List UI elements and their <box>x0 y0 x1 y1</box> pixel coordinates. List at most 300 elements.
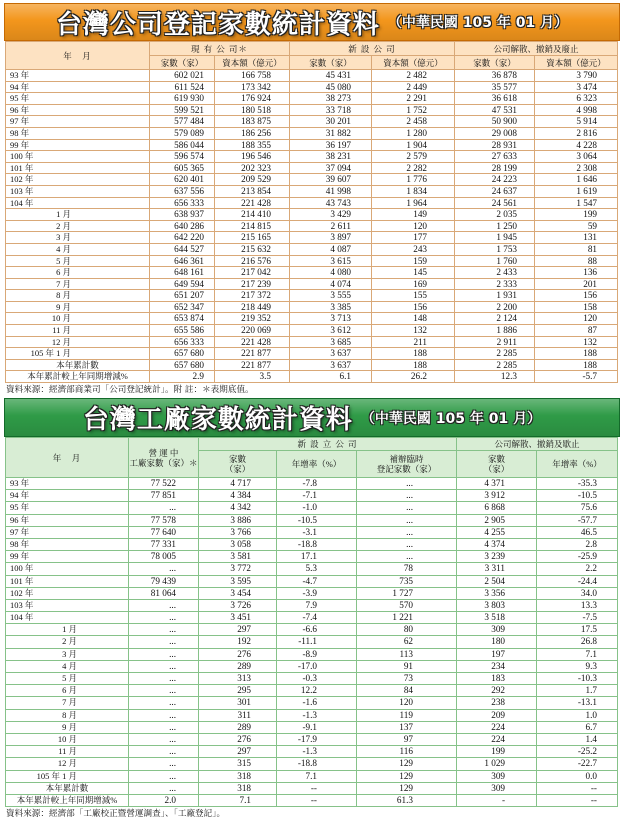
table-cell: 1 646 <box>535 174 618 186</box>
table-cell: 2 816 <box>535 128 618 140</box>
table-cell: 183 875 <box>215 116 290 128</box>
table-cell: -4.7 <box>277 576 357 588</box>
table-row <box>6 163 618 175</box>
row-label: 5 月 <box>6 256 150 268</box>
table-row <box>6 116 618 128</box>
row-label: 7 月 <box>6 279 150 291</box>
table-cell: -1.3 <box>277 710 357 722</box>
table-cell: 91 <box>357 661 457 673</box>
table-row <box>6 256 618 268</box>
table-cell: 177 <box>372 232 455 244</box>
row-label: 6 月 <box>6 685 129 697</box>
new-companies-header: 新 設 公 司 <box>290 42 455 56</box>
table-cell: 196 546 <box>215 151 290 163</box>
table-cell: -24.4 <box>537 576 618 588</box>
table-cell: 188 <box>535 360 618 372</box>
table-cell: 173 342 <box>215 82 290 94</box>
row-label: 本年累計較上年同期增減% <box>6 795 129 807</box>
capital-header: 資本額（億元） <box>372 56 455 70</box>
table-cell: 50 900 <box>455 116 535 128</box>
count-header: 家數（家） <box>150 56 215 70</box>
table-cell: 217 239 <box>215 279 290 291</box>
table-cell: 7.1 <box>199 795 277 807</box>
table-cell: 1 945 <box>455 232 535 244</box>
year-month-header: 年 月 <box>6 438 129 478</box>
table-cell: 24 561 <box>455 198 535 210</box>
table-cell: 579 089 <box>150 128 215 140</box>
table-cell: ... <box>357 502 457 514</box>
table-cell: 309 <box>457 783 537 795</box>
table-cell: 7.9 <box>277 600 357 612</box>
row-label: 101 年 <box>6 576 129 588</box>
table-cell: 61.3 <box>357 795 457 807</box>
table-cell: -25.2 <box>537 746 618 758</box>
row-label: 11 月 <box>6 746 129 758</box>
table-cell: 4 255 <box>457 527 537 539</box>
table-cell: 27 633 <box>455 151 535 163</box>
table-cell: 73 <box>357 673 457 685</box>
factory-table-period: （中華民國 105 年 01 月） <box>360 410 542 427</box>
table-cell: 1 834 <box>372 186 455 198</box>
count-header: 家數（家） <box>290 56 372 70</box>
table-cell: 2.2 <box>537 563 618 575</box>
company-stats-table <box>5 41 618 383</box>
table-cell: -10.3 <box>537 673 618 685</box>
row-label: 11 月 <box>6 325 150 337</box>
table-row <box>6 697 618 709</box>
table-cell: 637 556 <box>150 186 215 198</box>
table-row <box>6 600 618 612</box>
table-row <box>6 232 618 244</box>
table-cell: -17.0 <box>277 661 357 673</box>
company-title-band <box>4 3 620 41</box>
table-cell: 276 <box>199 734 277 746</box>
table-cell: -- <box>537 795 618 807</box>
table-row <box>6 576 618 588</box>
table-cell: 1 029 <box>457 758 537 770</box>
table-cell: 7.1 <box>277 771 357 783</box>
table-cell: 34.0 <box>537 588 618 600</box>
table-cell: 638 937 <box>150 209 215 221</box>
table-cell: 62 <box>357 636 457 648</box>
table-cell: 6 323 <box>535 93 618 105</box>
table-cell: 3 912 <box>457 490 537 502</box>
table-row <box>6 710 618 722</box>
capital-header: 資本額（億元） <box>535 56 618 70</box>
table-row <box>6 82 618 94</box>
table-row <box>6 313 618 325</box>
table-cell: 3 474 <box>535 82 618 94</box>
table-cell: 129 <box>357 783 457 795</box>
factory-stats-table <box>5 437 618 807</box>
row-label: 102 年 <box>6 174 150 186</box>
table-row <box>6 783 618 795</box>
row-label: 本年累計數 <box>6 783 129 795</box>
table-cell: 657 680 <box>150 348 215 360</box>
table-cell: 6.1 <box>290 371 372 383</box>
table-cell: 2 449 <box>372 82 455 94</box>
table-cell: 652 347 <box>150 302 215 314</box>
row-label: 9 月 <box>6 722 129 734</box>
table-cell: ... <box>129 746 199 758</box>
table-cell: ... <box>129 661 199 673</box>
row-label: 3 月 <box>6 649 129 661</box>
table-cell: 3 451 <box>199 612 277 624</box>
table-cell: 656 333 <box>150 198 215 210</box>
table-cell: -35.3 <box>537 478 618 490</box>
temporary-registration-header <box>357 451 457 478</box>
table-row <box>6 478 618 490</box>
row-label: 104 年 <box>6 612 129 624</box>
table-cell: ... <box>357 539 457 551</box>
table-cell: 596 574 <box>150 151 215 163</box>
table-row <box>6 661 618 673</box>
table-cell: 166 758 <box>215 70 290 82</box>
table-cell: -7.5 <box>537 612 618 624</box>
table-cell: 188 <box>372 348 455 360</box>
table-cell: -1.3 <box>277 746 357 758</box>
table-row <box>6 151 618 163</box>
table-cell: 3 454 <box>199 588 277 600</box>
row-label: 103 年 <box>6 600 129 612</box>
table-cell: 2 911 <box>455 337 535 349</box>
table-cell: 4 998 <box>535 105 618 117</box>
table-row <box>6 105 618 117</box>
table-row <box>6 198 618 210</box>
table-row <box>6 244 618 256</box>
table-cell: ... <box>357 527 457 539</box>
table-cell: -- <box>537 783 618 795</box>
table-cell: 192 <box>199 636 277 648</box>
operating-factories-header <box>129 438 199 478</box>
table-cell: ... <box>357 515 457 527</box>
table-row <box>6 279 618 291</box>
table-cell: 214 815 <box>215 221 290 233</box>
table-cell: 80 <box>357 624 457 636</box>
table-cell: 1 221 <box>357 612 457 624</box>
table-row <box>6 490 618 502</box>
table-cell: 59 <box>535 221 618 233</box>
row-label: 10 月 <box>6 734 129 746</box>
table-cell: 5 914 <box>535 116 618 128</box>
table-cell: 292 <box>457 685 537 697</box>
row-label: 93 年 <box>6 70 150 82</box>
table-cell: -- <box>277 783 357 795</box>
table-cell: 3.5 <box>215 371 290 383</box>
table-cell: 116 <box>357 746 457 758</box>
table-cell: 313 <box>199 673 277 685</box>
table-cell: 213 854 <box>215 186 290 198</box>
table-row <box>6 563 618 575</box>
table-cell: 5.3 <box>277 563 357 575</box>
table-cell: ... <box>129 673 199 685</box>
table-cell: ... <box>129 612 199 624</box>
table-row <box>6 267 618 279</box>
capital-header: 資本額（億元） <box>215 56 290 70</box>
table-cell: 234 <box>457 661 537 673</box>
table-cell: 220 069 <box>215 325 290 337</box>
table-cell: ... <box>129 502 199 514</box>
row-label: 98 年 <box>6 128 150 140</box>
table-cell: 221 428 <box>215 198 290 210</box>
table-cell: 2 200 <box>455 302 535 314</box>
table-cell: 31 882 <box>290 128 372 140</box>
table-cell: 318 <box>199 783 277 795</box>
table-cell: 41 998 <box>290 186 372 198</box>
table-cell: 30 201 <box>290 116 372 128</box>
table-cell: 315 <box>199 758 277 770</box>
table-cell: 297 <box>199 746 277 758</box>
row-label: 9 月 <box>6 302 150 314</box>
table-cell: 1.7 <box>537 685 618 697</box>
row-label: 1 月 <box>6 624 129 636</box>
table-cell: 156 <box>372 302 455 314</box>
table-cell: 209 529 <box>215 174 290 186</box>
table-cell: 26.2 <box>372 371 455 383</box>
header-line: 補辦臨時 <box>389 454 424 464</box>
table-cell: -9.1 <box>277 722 357 734</box>
table-cell: 38 273 <box>290 93 372 105</box>
table-cell: 3 803 <box>457 600 537 612</box>
table-cell: 1.0 <box>537 710 618 722</box>
table-row <box>6 502 618 514</box>
table-cell: 1 250 <box>455 221 535 233</box>
table-row <box>6 771 618 783</box>
row-label: 97 年 <box>6 116 150 128</box>
table-cell: 1 904 <box>372 140 455 152</box>
table-cell: 2.9 <box>150 371 215 383</box>
header-line: （家） <box>483 464 510 474</box>
table-cell: -8.9 <box>277 649 357 661</box>
table-cell: 2.0 <box>129 795 199 807</box>
table-cell: -57.7 <box>537 515 618 527</box>
table-row <box>6 221 618 233</box>
table-cell: -3.9 <box>277 588 357 600</box>
table-cell: 120 <box>372 221 455 233</box>
row-label: 12 月 <box>6 758 129 770</box>
table-cell: 9.3 <box>537 661 618 673</box>
table-cell: ... <box>357 478 457 490</box>
table-cell: 17.5 <box>537 624 618 636</box>
row-label: 105 年 1 月 <box>6 771 129 783</box>
table-cell: ... <box>129 636 199 648</box>
table-cell: 644 527 <box>150 244 215 256</box>
row-label: 104 年 <box>6 198 150 210</box>
table-cell: 3 772 <box>199 563 277 575</box>
table-cell: 1 727 <box>357 588 457 600</box>
table-cell: 13.3 <box>537 600 618 612</box>
table-cell: 297 <box>199 624 277 636</box>
table-cell: ... <box>129 734 199 746</box>
table-cell: 6 868 <box>457 502 537 514</box>
table-cell: 7.1 <box>537 649 618 661</box>
table-cell: 646 361 <box>150 256 215 268</box>
table-cell: 38 231 <box>290 151 372 163</box>
row-label: 102 年 <box>6 588 129 600</box>
growth-rate-header: 年增率（%） <box>537 451 618 478</box>
table-cell: -10.5 <box>537 490 618 502</box>
table-cell: 77 640 <box>129 527 199 539</box>
table-cell: 39 607 <box>290 174 372 186</box>
table-cell: 36 197 <box>290 140 372 152</box>
table-cell: 4 371 <box>457 478 537 490</box>
table-cell: 735 <box>357 576 457 588</box>
row-label: 12 月 <box>6 337 150 349</box>
table-cell: -18.8 <box>277 758 357 770</box>
row-label: 1 月 <box>6 209 150 221</box>
table-row <box>6 795 618 807</box>
table-cell: 33 718 <box>290 105 372 117</box>
table-cell: 180 518 <box>215 105 290 117</box>
row-label: 4 月 <box>6 661 129 673</box>
table-cell: 188 355 <box>215 140 290 152</box>
table-cell: 3 239 <box>457 551 537 563</box>
table-cell: 611 524 <box>150 82 215 94</box>
table-cell: 224 <box>457 734 537 746</box>
table-cell: 2 579 <box>372 151 455 163</box>
table-cell: 2 482 <box>372 70 455 82</box>
table-row <box>6 209 618 221</box>
table-row <box>6 337 618 349</box>
table-cell: ... <box>129 649 199 661</box>
factory-table-title: 台灣工廠家數統計資料 <box>82 405 353 435</box>
table-cell: 4 374 <box>457 539 537 551</box>
table-cell: 1 776 <box>372 174 455 186</box>
table-cell: 3 637 <box>290 360 372 372</box>
table-cell: 2.8 <box>537 539 618 551</box>
table-cell: 3 595 <box>199 576 277 588</box>
table-cell: 24 223 <box>455 174 535 186</box>
count-header <box>457 451 537 478</box>
table-cell: 46.5 <box>537 527 618 539</box>
table-cell: 1 547 <box>535 198 618 210</box>
row-label: 7 月 <box>6 697 129 709</box>
row-label: 101 年 <box>6 163 150 175</box>
table-cell: 619 930 <box>150 93 215 105</box>
table-cell: ... <box>129 563 199 575</box>
table-cell: ... <box>129 685 199 697</box>
table-cell: 2 291 <box>372 93 455 105</box>
table-row <box>6 722 618 734</box>
table-cell: 3 713 <box>290 313 372 325</box>
table-cell: 78 <box>357 563 457 575</box>
count-header: 家數（家） <box>455 56 535 70</box>
table-cell: 599 521 <box>150 105 215 117</box>
count-header <box>199 451 277 478</box>
company-table-period: （中華民國 105 年 01 月） <box>387 15 569 31</box>
header-line: （家） <box>224 464 251 474</box>
row-label: 8 月 <box>6 290 150 302</box>
table-cell: -11.1 <box>277 636 357 648</box>
table-cell: 217 042 <box>215 267 290 279</box>
table-cell: 45 080 <box>290 82 372 94</box>
table-cell: 84 <box>357 685 457 697</box>
row-label: 105 年 1 月 <box>6 348 150 360</box>
row-label: 5 月 <box>6 673 129 685</box>
table-cell: 131 <box>535 232 618 244</box>
table-body <box>6 70 618 383</box>
table-cell: 221 877 <box>215 348 290 360</box>
table-cell: -3.1 <box>277 527 357 539</box>
table-cell: 113 <box>357 649 457 661</box>
row-label: 100 年 <box>6 151 150 163</box>
table-cell: 183 <box>457 673 537 685</box>
table-cell: ... <box>129 722 199 734</box>
table-cell: 81 <box>535 244 618 256</box>
table-header <box>6 438 618 478</box>
table-cell: 132 <box>372 325 455 337</box>
table-cell: 219 352 <box>215 313 290 325</box>
table-cell: - <box>457 795 537 807</box>
table-row <box>6 673 618 685</box>
table-cell: -7.1 <box>277 490 357 502</box>
table-row <box>6 70 618 82</box>
table-cell: 145 <box>372 267 455 279</box>
table-cell: 3 615 <box>290 256 372 268</box>
table-cell: 642 220 <box>150 232 215 244</box>
row-label: 100 年 <box>6 563 129 575</box>
table-cell: 649 594 <box>150 279 215 291</box>
table-cell: -17.9 <box>277 734 357 746</box>
source-note: 資料來源：經濟部商業司「公司登記統計」。附 註：＊表期底值。 <box>6 385 254 395</box>
table-cell: 87 <box>535 325 618 337</box>
table-cell: 129 <box>357 771 457 783</box>
table-cell: 309 <box>457 624 537 636</box>
table-row <box>6 360 618 372</box>
table-cell: 156 <box>535 290 618 302</box>
row-label: 99 年 <box>6 140 150 152</box>
table-cell: 311 <box>199 710 277 722</box>
row-label: 2 月 <box>6 221 150 233</box>
table-cell: 78 005 <box>129 551 199 563</box>
table-cell: ... <box>129 624 199 636</box>
table-row <box>6 612 618 624</box>
table-cell: 301 <box>199 697 277 709</box>
table-cell: 47 531 <box>455 105 535 117</box>
table-cell: 3 385 <box>290 302 372 314</box>
source-note: 資料來源：經濟部「工廠校正暨營運調查」、「工廠登記」。 <box>6 809 226 819</box>
table-cell: 29 008 <box>455 128 535 140</box>
row-label: 2 月 <box>6 636 129 648</box>
table-cell: -7.8 <box>277 478 357 490</box>
row-label: 10 月 <box>6 313 150 325</box>
table-cell: 77 851 <box>129 490 199 502</box>
table-cell: 120 <box>357 697 457 709</box>
table-cell: 201 <box>535 279 618 291</box>
company-table-title: 台灣公司登記家數統計資料 <box>55 9 380 40</box>
table-cell: 215 632 <box>215 244 290 256</box>
table-cell: 17.1 <box>277 551 357 563</box>
row-label: 8 月 <box>6 710 129 722</box>
table-row <box>6 302 618 314</box>
table-cell: 217 372 <box>215 290 290 302</box>
table-cell: ... <box>357 490 457 502</box>
table-cell: 1 760 <box>455 256 535 268</box>
table-cell: 577 484 <box>150 116 215 128</box>
table-cell: -5.7 <box>535 371 618 383</box>
table-cell: -7.4 <box>277 612 357 624</box>
table-cell: 289 <box>199 722 277 734</box>
table-cell: ... <box>129 600 199 612</box>
header-line: 家數 <box>228 454 246 464</box>
table-row <box>6 746 618 758</box>
table-cell: 45 431 <box>290 70 372 82</box>
table-cell: 218 449 <box>215 302 290 314</box>
table-cell: 2 285 <box>455 348 535 360</box>
table-cell: 656 333 <box>150 337 215 349</box>
table-row <box>6 734 618 746</box>
header-line: 工廠家數（家）＊ <box>129 457 198 468</box>
